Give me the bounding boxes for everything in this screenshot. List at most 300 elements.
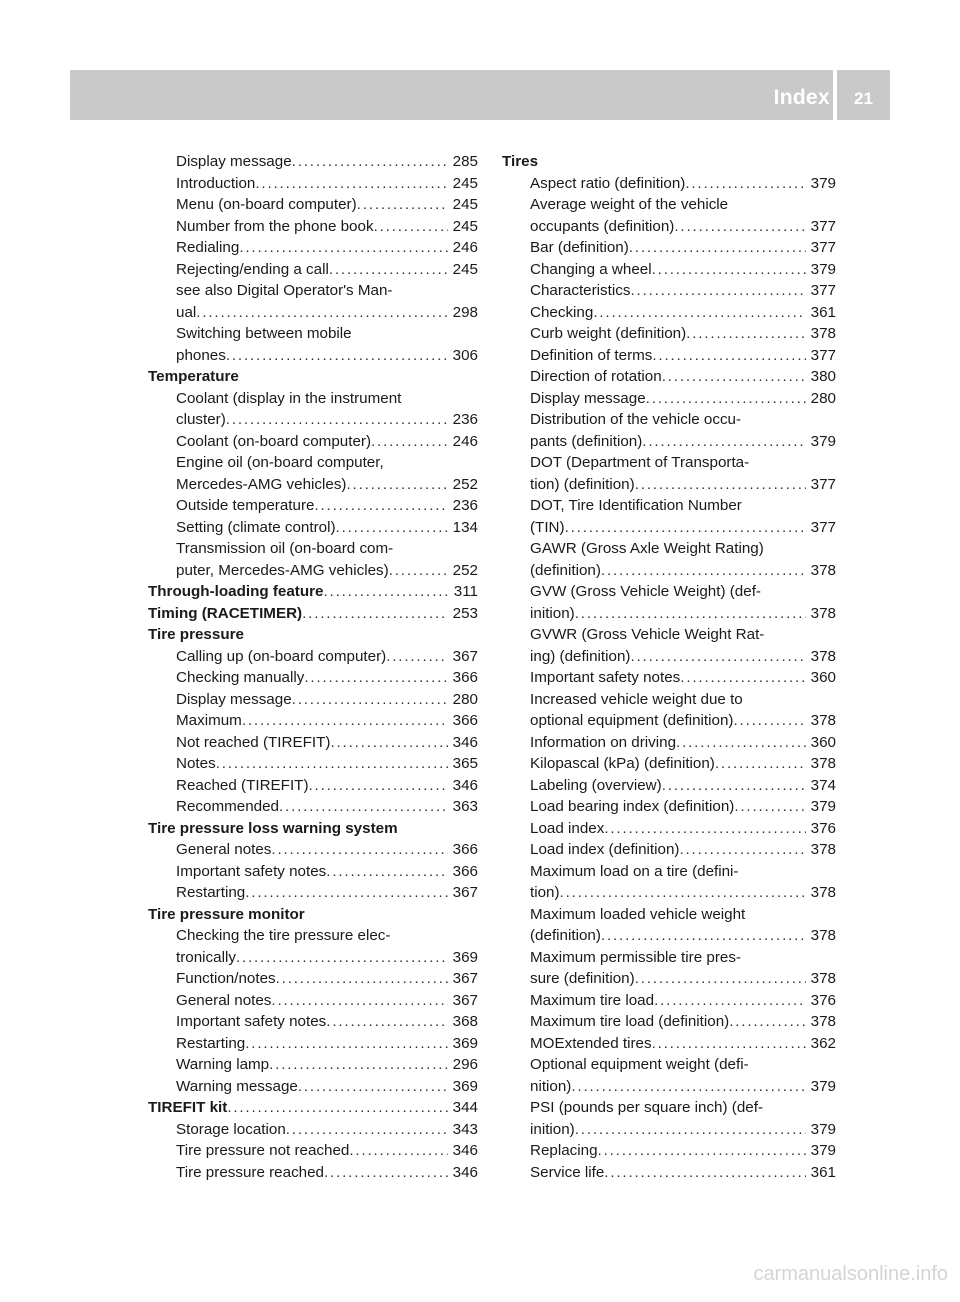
dot-leader xyxy=(575,603,806,625)
dot-leader xyxy=(601,925,806,947)
entry-text: Mercedes-AMG vehicles) xyxy=(176,475,347,493)
dot-leader xyxy=(216,753,448,775)
index-entry xyxy=(502,775,836,797)
entry-text: Maximum xyxy=(176,712,242,729)
index-entry xyxy=(148,1140,478,1162)
index-entry-continued: Transmission oil (on-board com- xyxy=(176,540,394,557)
index-entry xyxy=(502,474,836,496)
page-reference: 362 xyxy=(810,1034,836,1052)
page-reference: 378 xyxy=(810,755,836,772)
index-entry xyxy=(502,603,836,625)
dot-leader xyxy=(715,753,806,775)
index-entry xyxy=(502,431,836,453)
entry-text: Restarting xyxy=(176,884,246,901)
page-reference: 368 xyxy=(452,1013,478,1030)
entry-text: Aspect ratio (definition) xyxy=(530,174,686,192)
dot-leader xyxy=(571,1076,805,1098)
page-reference: 245 xyxy=(452,260,478,278)
index-entry-continued: DOT (Department of Transporta- xyxy=(530,454,750,471)
page-reference: 376 xyxy=(810,991,836,1009)
index-entry xyxy=(148,302,478,324)
index-entry xyxy=(148,194,478,216)
index-entry xyxy=(502,237,836,259)
page-reference: 378 xyxy=(810,927,836,944)
dot-leader xyxy=(371,431,448,453)
entry-text: Labeling (overview) xyxy=(530,776,662,794)
entry-text: tronically xyxy=(176,948,236,966)
page-reference: 280 xyxy=(452,690,478,708)
page-reference: 343 xyxy=(452,1120,478,1138)
page-reference: 369 xyxy=(452,948,478,966)
dot-leader xyxy=(630,646,805,668)
index-entry xyxy=(148,689,478,711)
index-entry xyxy=(502,345,836,367)
entry-text: optional equipment (definition) xyxy=(530,712,734,729)
index-heading: Tire pressure xyxy=(148,626,244,643)
index-entry xyxy=(148,1076,478,1098)
index-entry xyxy=(502,732,836,754)
index-entry xyxy=(148,431,478,453)
index-entry xyxy=(502,259,836,281)
section-title: Index xyxy=(773,86,830,109)
index-entry-continued: GVW (Gross Vehicle Weight) (def- xyxy=(530,583,761,600)
entry-text: ing) (definition) xyxy=(530,647,631,665)
entry-text: pants (definition) xyxy=(530,432,643,450)
entry-text: Load bearing index (definition) xyxy=(530,798,735,815)
dot-leader xyxy=(654,990,806,1012)
index-entry xyxy=(502,882,836,904)
page-reference: 367 xyxy=(452,970,478,987)
entry-text: tion) xyxy=(530,884,560,901)
index-entry xyxy=(148,560,478,582)
dot-leader xyxy=(679,839,805,861)
dot-leader xyxy=(598,1140,806,1162)
dot-leader xyxy=(271,839,447,861)
page-reference: 245 xyxy=(452,196,478,213)
entry-text: Service life xyxy=(530,1163,605,1181)
index-entry xyxy=(148,1119,478,1141)
entry-text: inition) xyxy=(530,1120,575,1138)
entry-text: Information on driving xyxy=(530,733,677,751)
index-entry xyxy=(502,667,836,689)
entry-text: TIREFIT kit xyxy=(148,1099,228,1116)
dot-leader xyxy=(276,968,448,990)
dot-leader xyxy=(686,323,805,345)
index-entry xyxy=(148,839,478,861)
entry-text: Curb weight (definition) xyxy=(530,325,687,342)
page-reference: 366 xyxy=(452,841,478,858)
dot-leader xyxy=(629,237,806,259)
page-reference: 367 xyxy=(452,647,478,665)
dot-leader xyxy=(226,409,448,431)
index-heading-entry xyxy=(148,1097,478,1119)
entry-text: MOExtended tires xyxy=(530,1034,652,1052)
index-entry xyxy=(148,1162,478,1184)
page-reference: 296 xyxy=(452,1056,478,1073)
index-entry xyxy=(148,1033,478,1055)
index-entry xyxy=(502,710,836,732)
dot-leader xyxy=(575,1119,806,1141)
page-reference: 379 xyxy=(810,260,836,278)
index-entry xyxy=(148,259,478,281)
page-reference: 367 xyxy=(452,884,478,901)
page-reference: 363 xyxy=(452,798,478,815)
dot-leader xyxy=(630,280,805,302)
entry-text: Direction of rotation xyxy=(530,368,662,385)
entry-text: Rejecting/ending a call xyxy=(176,260,329,278)
index-entry xyxy=(502,517,836,539)
dot-leader xyxy=(314,495,447,517)
dot-leader xyxy=(226,345,448,367)
index-entry xyxy=(502,818,836,840)
page-reference: 374 xyxy=(810,776,836,794)
entry-text: Important safety notes xyxy=(176,1013,327,1030)
page-reference: 346 xyxy=(452,776,478,794)
index-heading-entry xyxy=(148,603,478,625)
dot-leader xyxy=(604,818,805,840)
index-entry-continued: Checking the tire pressure elec- xyxy=(176,927,391,944)
index-entry xyxy=(502,560,836,582)
page-reference: 377 xyxy=(810,518,836,536)
entry-text: Storage location xyxy=(176,1120,286,1138)
index-heading: Tire pressure monitor xyxy=(148,905,305,923)
index-entry xyxy=(502,646,836,668)
entry-text: ual xyxy=(176,303,197,321)
index-entry xyxy=(502,366,836,388)
index-entry xyxy=(148,667,478,689)
index-entry xyxy=(148,409,478,431)
page-reference: 379 xyxy=(810,798,836,815)
page-reference: 378 xyxy=(810,712,836,729)
index-entry xyxy=(148,345,478,367)
entry-text: Outside temperature xyxy=(176,497,315,514)
index-entry xyxy=(148,796,478,818)
page-reference: 361 xyxy=(810,1163,836,1181)
index-entry xyxy=(502,388,836,410)
index-entry xyxy=(148,710,478,732)
page-reference: 380 xyxy=(810,368,836,385)
dot-leader xyxy=(734,796,805,818)
index-entry xyxy=(502,1119,836,1141)
page-reference: 377 xyxy=(810,475,836,493)
page-reference: 379 xyxy=(810,1142,836,1159)
index-entry-continued: GAWR (Gross Axle Weight Rating) xyxy=(530,540,764,557)
dot-leader xyxy=(330,732,447,754)
dot-leader xyxy=(239,237,447,259)
index-entry xyxy=(502,839,836,861)
index-entry xyxy=(502,968,836,990)
index-entry xyxy=(502,323,836,345)
page-reference: 346 xyxy=(452,1163,478,1181)
entry-text: Display message xyxy=(176,153,292,170)
index-entry-continued: Maximum permissible tire pres- xyxy=(530,948,741,966)
dot-leader xyxy=(560,882,806,904)
index-entry-continued: Maximum loaded vehicle weight xyxy=(530,905,746,923)
entry-text: Checking xyxy=(530,303,594,321)
index-entry xyxy=(148,968,478,990)
watermark: carmanualsonline.info xyxy=(753,1263,948,1285)
dot-leader xyxy=(309,775,448,797)
index-entry-continued: Maximum load on a tire (defini- xyxy=(530,862,739,880)
index-column-left xyxy=(148,151,478,1183)
dot-leader xyxy=(255,173,447,195)
index-entry xyxy=(148,495,478,517)
page-reference: 346 xyxy=(452,1142,478,1159)
dot-leader xyxy=(196,302,447,324)
page-reference: 361 xyxy=(810,303,836,321)
page-reference: 366 xyxy=(452,862,478,880)
entry-text: Maximum tire load (definition) xyxy=(530,1013,730,1030)
entry-text: (definition) xyxy=(530,561,601,579)
page-reference: 246 xyxy=(452,432,478,450)
page-reference: 378 xyxy=(810,970,836,987)
index-entry xyxy=(148,646,478,668)
entry-text: Definition of terms xyxy=(530,346,653,364)
entry-text: Important safety notes xyxy=(530,669,681,686)
page-reference: 134 xyxy=(452,518,478,536)
index-entry-continued: Coolant (display in the instrument xyxy=(176,389,402,407)
page-number: 21 xyxy=(854,89,873,108)
entry-text: Timing (RACETIMER) xyxy=(148,604,303,622)
page-reference: 360 xyxy=(810,669,836,686)
dot-leader xyxy=(279,796,448,818)
entry-text: occupants (definition) xyxy=(530,217,675,235)
index-entry xyxy=(502,1011,836,1033)
dot-leader xyxy=(324,1162,448,1184)
dot-leader xyxy=(326,1011,447,1033)
dot-leader xyxy=(357,194,448,216)
page-reference: 236 xyxy=(452,411,478,428)
page-reference: 252 xyxy=(452,561,478,579)
dot-leader xyxy=(729,1011,805,1033)
dot-leader xyxy=(652,345,805,367)
dot-leader xyxy=(292,151,448,173)
entry-text: Introduction xyxy=(176,174,256,192)
index-entry xyxy=(502,1162,836,1184)
page-reference: 311 xyxy=(453,583,478,600)
entry-text: cluster) xyxy=(176,411,226,428)
index-entry xyxy=(148,882,478,904)
dot-leader xyxy=(286,1119,448,1141)
dot-leader xyxy=(635,474,806,496)
page-reference: 378 xyxy=(810,884,836,901)
index-entry-continued: Switching between mobile xyxy=(176,325,352,342)
index-entry xyxy=(502,753,836,775)
entry-text: Tire pressure not reached xyxy=(176,1142,350,1159)
index-entry xyxy=(148,237,478,259)
entry-text: (TIN) xyxy=(530,518,565,536)
index-entry xyxy=(502,1140,836,1162)
dot-leader xyxy=(652,1033,806,1055)
index-heading-entry xyxy=(148,581,478,603)
dot-leader xyxy=(326,861,447,883)
index-entry xyxy=(502,796,836,818)
index-column-right xyxy=(502,151,836,1183)
page-reference: 377 xyxy=(810,282,836,299)
page-reference: 376 xyxy=(810,819,836,837)
page-reference: 344 xyxy=(452,1099,478,1116)
dot-leader xyxy=(227,1097,447,1119)
page-reference: 379 xyxy=(810,1120,836,1138)
entry-text: Tire pressure reached xyxy=(176,1163,325,1181)
dot-leader xyxy=(236,947,448,969)
entry-text: Warning message xyxy=(176,1077,298,1095)
index-entry xyxy=(148,990,478,1012)
dot-leader xyxy=(271,990,447,1012)
page-reference: 378 xyxy=(810,647,836,665)
dot-leader xyxy=(346,474,447,496)
dot-leader xyxy=(269,1054,448,1076)
index-entry xyxy=(148,216,478,238)
entry-text: Recommended xyxy=(176,798,279,815)
dot-leader xyxy=(374,216,448,238)
index-entry xyxy=(502,280,836,302)
dot-leader xyxy=(245,882,447,904)
page-reference: 378 xyxy=(810,1013,836,1030)
index-entry-continued: GVWR (Gross Vehicle Weight Rat- xyxy=(530,626,765,643)
dot-leader xyxy=(302,603,448,625)
page-reference: 245 xyxy=(452,217,478,235)
index-entry xyxy=(148,517,478,539)
index-entry xyxy=(148,1011,478,1033)
page-reference: 379 xyxy=(810,174,836,192)
page-reference: 378 xyxy=(810,604,836,622)
index-entry xyxy=(502,302,836,324)
index-heading: Tires xyxy=(502,153,539,170)
index-entry xyxy=(502,1033,836,1055)
page-reference: 369 xyxy=(452,1077,478,1095)
entry-text: Menu (on-board computer) xyxy=(176,196,357,213)
entry-text: Load index xyxy=(530,819,605,837)
entry-text: Not reached (TIREFIT) xyxy=(176,733,331,751)
page-reference: 245 xyxy=(452,174,478,192)
page-reference: 378 xyxy=(810,325,836,342)
page-reference: 306 xyxy=(452,346,478,364)
index-entry xyxy=(148,173,478,195)
index-entry xyxy=(148,753,478,775)
dot-leader xyxy=(601,560,806,582)
index-entry-continued: Engine oil (on-board computer, xyxy=(176,454,384,471)
dot-leader xyxy=(680,667,805,689)
dot-leader xyxy=(324,581,449,603)
dot-leader xyxy=(386,646,447,668)
page-reference: 246 xyxy=(452,239,478,256)
entry-text: Maximum tire load xyxy=(530,991,655,1009)
dot-leader xyxy=(349,1140,447,1162)
index-entry xyxy=(148,947,478,969)
entry-text: puter, Mercedes-AMG vehicles) xyxy=(176,561,389,579)
page-reference: 236 xyxy=(452,497,478,514)
dot-leader xyxy=(674,216,805,238)
dot-leader xyxy=(676,732,806,754)
dot-leader xyxy=(642,431,805,453)
dot-leader xyxy=(304,667,447,689)
entry-text: phones xyxy=(176,346,226,364)
dot-leader xyxy=(685,173,805,195)
page-reference: 377 xyxy=(810,346,836,364)
entry-text: sure (definition) xyxy=(530,970,635,987)
entry-text: Characteristics xyxy=(530,282,631,299)
entry-text: Display message xyxy=(176,690,292,708)
index-entry xyxy=(148,861,478,883)
dot-leader xyxy=(336,517,448,539)
entry-text: Important safety notes xyxy=(176,862,327,880)
page-reference: 285 xyxy=(452,153,478,170)
dot-leader xyxy=(604,1162,805,1184)
page-reference: 369 xyxy=(452,1034,478,1052)
entry-text: General notes xyxy=(176,841,272,858)
dot-leader xyxy=(652,259,806,281)
entry-text: Setting (climate control) xyxy=(176,518,336,536)
page-reference: 377 xyxy=(810,217,836,235)
page-reference: 360 xyxy=(810,733,836,751)
index-entry xyxy=(148,1054,478,1076)
entry-text: Kilopascal (kPa) (definition) xyxy=(530,755,715,772)
entry-text: Reached (TIREFIT) xyxy=(176,776,309,794)
page-reference: 378 xyxy=(810,841,836,858)
page-reference: 280 xyxy=(810,389,836,407)
index-entry-continued: Distribution of the vehicle occu- xyxy=(530,411,742,428)
index-heading: Temperature xyxy=(148,368,239,385)
entry-text: Display message xyxy=(530,389,646,407)
dot-leader xyxy=(292,689,448,711)
page-reference: 367 xyxy=(452,991,478,1009)
dot-leader xyxy=(646,388,806,410)
page-reference: 365 xyxy=(452,755,478,772)
index-heading: Tire pressure loss warning system xyxy=(148,819,398,837)
index-entry xyxy=(148,775,478,797)
page-reference: 366 xyxy=(452,712,478,729)
entry-text: Replacing xyxy=(530,1142,598,1159)
page-reference: 253 xyxy=(452,604,478,622)
index-entry xyxy=(502,173,836,195)
index-entry xyxy=(502,1076,836,1098)
index-entry-continued: Optional equipment weight (defi- xyxy=(530,1056,749,1073)
page-reference: 377 xyxy=(810,239,836,256)
entry-text: Warning lamp xyxy=(176,1056,270,1073)
entry-text: Coolant (on-board computer) xyxy=(176,432,372,450)
page-reference: 379 xyxy=(810,432,836,450)
dot-leader xyxy=(298,1076,448,1098)
page-reference: 298 xyxy=(452,303,478,321)
page-reference: 252 xyxy=(452,475,478,493)
entry-text: Restarting xyxy=(176,1034,246,1052)
index-entry xyxy=(502,990,836,1012)
index-entry-continued: see also Digital Operator's Man- xyxy=(176,282,393,299)
dot-leader xyxy=(593,302,805,324)
entry-text: General notes xyxy=(176,991,272,1009)
entry-text: Through-loading feature xyxy=(148,583,324,600)
entry-text: Notes xyxy=(176,755,216,772)
entry-text: Calling up (on-board computer) xyxy=(176,647,387,665)
index-entry xyxy=(148,732,478,754)
dot-leader xyxy=(329,259,448,281)
index-entry-continued: PSI (pounds per square inch) (def- xyxy=(530,1099,763,1116)
index-entry-continued: Average weight of the vehicle xyxy=(530,196,729,213)
index-entry-continued: DOT, Tire Identification Number xyxy=(530,497,742,514)
dot-leader xyxy=(245,1033,447,1055)
page-reference: 379 xyxy=(810,1077,836,1095)
dot-leader xyxy=(733,710,805,732)
entry-text: Number from the phone book xyxy=(176,217,374,235)
entry-text: Redialing xyxy=(176,239,240,256)
dot-leader xyxy=(565,517,806,539)
entry-text: nition) xyxy=(530,1077,572,1095)
index-entry-continued: Increased vehicle weight due to xyxy=(530,690,743,708)
page-reference: 378 xyxy=(810,561,836,579)
entry-text: Load index (definition) xyxy=(530,841,680,858)
index-entry xyxy=(148,474,478,496)
